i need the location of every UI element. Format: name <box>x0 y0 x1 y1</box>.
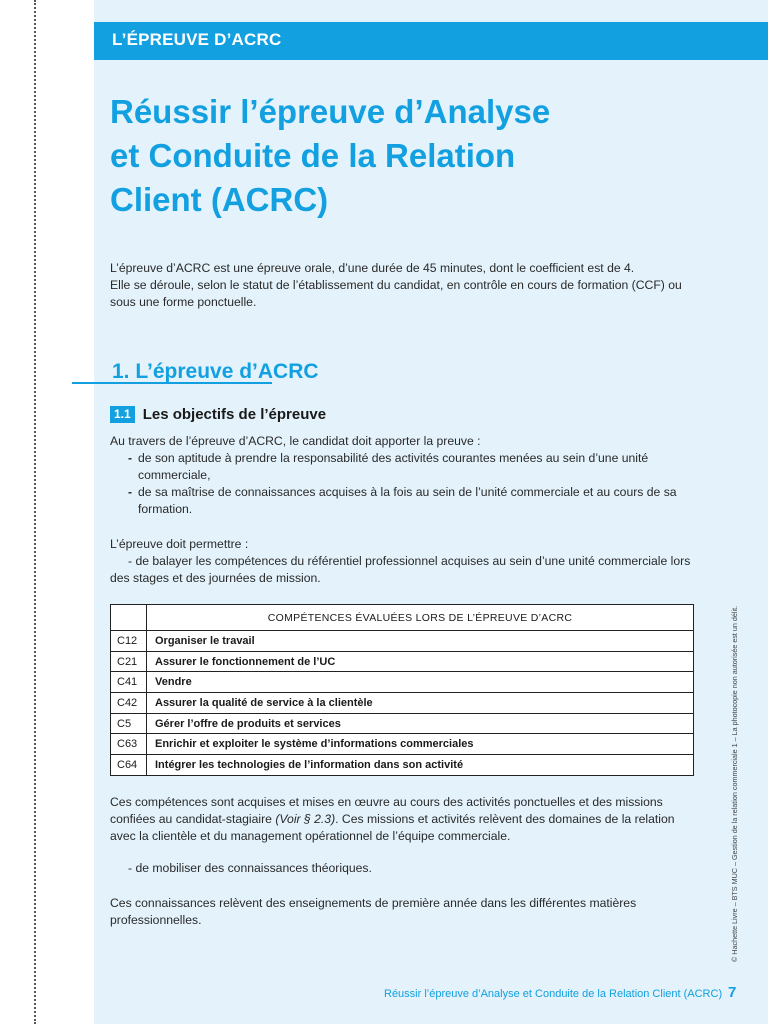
section-heading: 1. L’épreuve d’ACRC <box>112 360 319 383</box>
table-header-empty <box>111 605 147 631</box>
competence-code: C5 <box>111 713 147 734</box>
after-table-text: . Ces missions et activités relèvent des domaines de la relation avec la clientèle et du management opérationnel de l’équipe commerciale. <box>110 812 675 843</box>
header-band <box>94 22 768 60</box>
dash-bullet: - <box>128 451 133 465</box>
page-number: 7 <box>728 984 737 1001</box>
competence-code: C64 <box>111 755 147 776</box>
section-underline <box>72 382 272 384</box>
competence-label: Assurer le fonctionnement de l’UC <box>147 651 694 672</box>
permit-lead: L’épreuve doit permettre : <box>110 537 249 551</box>
objective-text: de son aptitude à prendre la responsabilité des activités courantes menées au sein d’une unité commerciale, <box>138 451 649 482</box>
objective-item <box>110 484 695 518</box>
page-title-line: Réussir l’épreuve d’Analyse <box>110 93 551 130</box>
objectives-block <box>110 433 695 518</box>
competence-code: C12 <box>111 631 147 652</box>
table-row <box>111 693 694 714</box>
intro-paragraph <box>110 260 710 311</box>
page-title <box>110 90 670 222</box>
competence-code: C41 <box>111 672 147 693</box>
intro-line: L’épreuve d’ACRC est une épreuve orale, d’une durée de 45 minutes, dont le coefficient est de 4. <box>110 261 635 275</box>
page-title-line: et Conduite de la Relation <box>110 137 516 174</box>
competence-label: Gérer l’offre de produits et services <box>147 713 694 734</box>
competence-label: Vendre <box>147 672 694 693</box>
objective-item <box>110 450 695 484</box>
table-header-title: COMPÉTENCES ÉVALUÉES LORS DE L’ÉPREUVE D’ACRC <box>147 605 694 631</box>
objective-text: de sa maîtrise de connaissances acquises à la fois au sein de l’unité commerciale et au cours de sa formation. <box>138 485 677 516</box>
competence-label: Assurer la qualité de service à la clientèle <box>147 693 694 714</box>
cross-reference: (Voir § 2.3) <box>275 812 336 826</box>
table-row <box>111 631 694 652</box>
cut-line <box>34 0 36 1024</box>
header-band-label: L’ÉPREUVE D’ACRC <box>112 30 282 49</box>
competence-code: C42 <box>111 693 147 714</box>
subsection-title: Les objectifs de l’épreuve <box>142 406 327 423</box>
after-table-text: Ces compétences sont acquises et mises en œuvre au cours des activités ponctuelles et des missions confiées au candidat-stagiaire <box>110 795 663 826</box>
dash-bullet: - <box>128 485 133 499</box>
objectives-lead: Au travers de l’épreuve d’ACRC, le candidat doit apporter la preuve : <box>110 434 481 448</box>
intro-line: Elle se déroule, selon le statut de l’établissement du candidat, en contrôle en cours de formation (CCF) ou sous une forme ponctuelle. <box>110 278 682 309</box>
table-row <box>111 755 694 776</box>
theory-item: - de mobiliser des connaissances théoriques. <box>128 861 372 875</box>
table-row <box>111 651 694 672</box>
copyright-text: © Hachette Livre – BTS MUC – Gestion de la relation commerciale 1 – La photocopie non autorisée est un délit. <box>730 605 739 962</box>
competence-label: Enrichir et exploiter le système d’informations commerciales <box>147 734 694 755</box>
permit-item: - de balayer les compétences du référentiel professionnel acquises au sein d’une unité commerciale lors des stages et des journées de mission. <box>110 554 691 585</box>
page-title-line: Client (ACRC) <box>110 181 329 218</box>
competence-code: C63 <box>111 734 147 755</box>
closing-paragraph: Ces connaissances relèvent des enseignements de première année dans les différentes matières professionnelles. <box>110 896 637 927</box>
table-row <box>111 734 694 755</box>
subsection-number-badge: 1.1 <box>110 406 135 423</box>
competences-table <box>110 604 694 776</box>
table-row <box>111 713 694 734</box>
permit-block <box>110 536 695 587</box>
table-row <box>111 672 694 693</box>
after-table-paragraph <box>110 794 695 845</box>
table-header-row <box>111 605 694 631</box>
competence-label: Intégrer les technologies de l’information dans son activité <box>147 755 694 776</box>
copyright-side-note <box>730 600 744 962</box>
footer-running-title: Réussir l’épreuve d’Analyse et Conduite de la Relation Client (ACRC) <box>384 988 723 1000</box>
competence-label: Organiser le travail <box>147 631 694 652</box>
competence-code: C21 <box>111 651 147 672</box>
outer-margin <box>0 0 36 1024</box>
subsection-heading <box>110 406 326 423</box>
